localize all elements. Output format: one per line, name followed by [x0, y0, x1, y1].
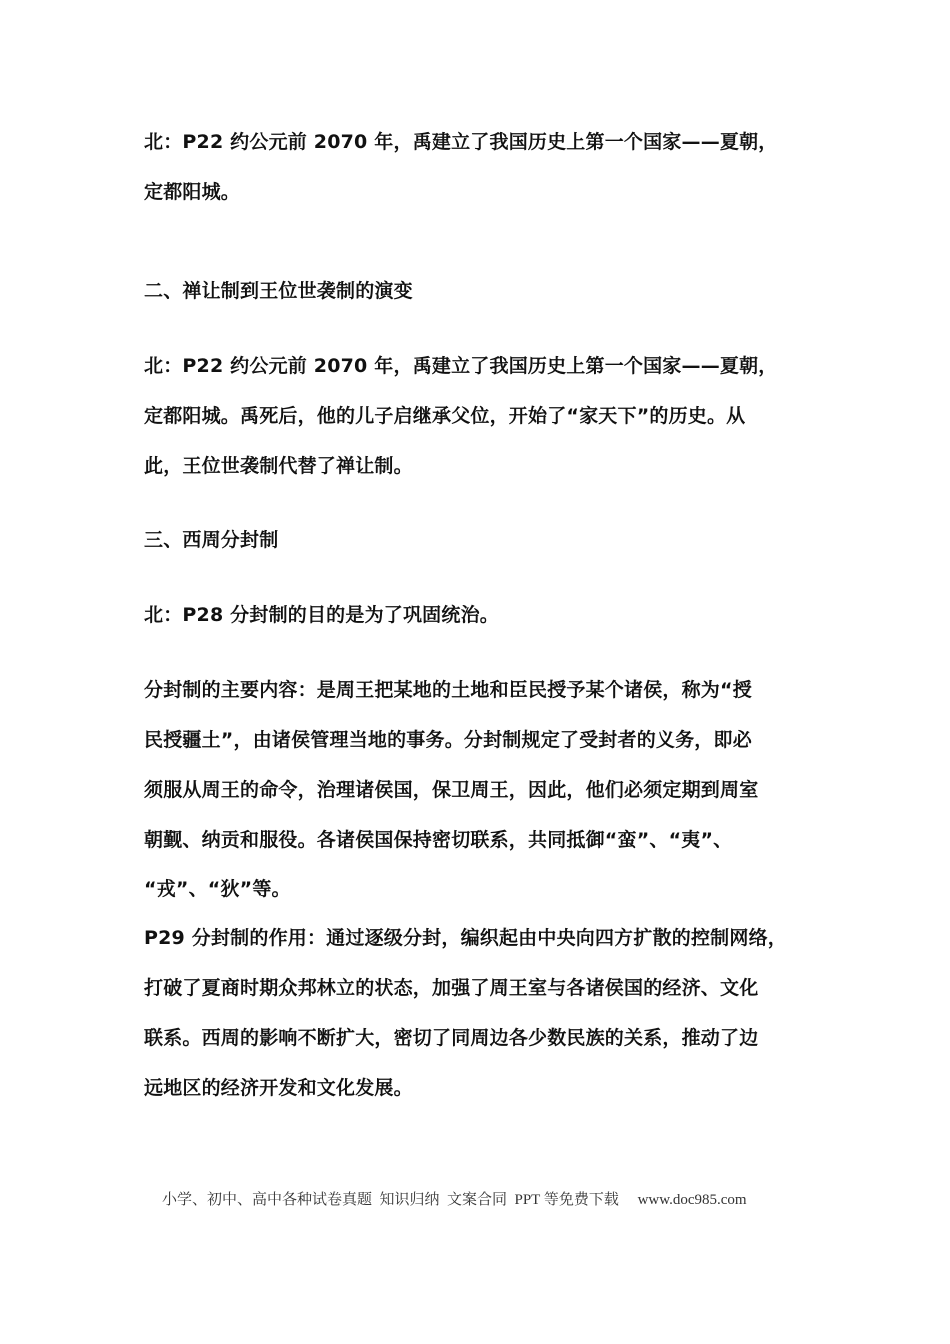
paragraph-line: 须服从周王的命令，治理诸侯国，保卫周王，因此，他们必须定期到周室: [144, 779, 759, 801]
paragraph-line: 定都阳城。禹死后，他的儿子启继承父位，开始了“家天下”的历史。从: [144, 405, 746, 427]
section-heading: 二、禅让制到王位世袭制的演变: [144, 280, 413, 302]
paragraph-line: 打破了夏商时期众邦林立的状态，加强了周王室与各诸侯国的经济、文化: [144, 977, 759, 999]
paragraph-line: 联系。西周的影响不断扩大，密切了同周边各少数民族的关系，推动了边: [144, 1027, 759, 1049]
paragraph-line: 民授疆土”，由诸侯管理当地的事务。分封制规定了受封者的义务，即必: [144, 729, 752, 751]
paragraph-line: 远地区的经济开发和文化发展。: [144, 1077, 413, 1099]
paragraph-line: 此，王位世袭制代替了禅让制。: [144, 455, 413, 477]
paragraph-line: 北：P22 约公元前 2070 年，禹建立了我国历史上第一个国家——夏朝，: [144, 131, 778, 153]
section-heading: 三、西周分封制: [144, 529, 279, 551]
paragraph-line: 定都阳城。: [144, 181, 241, 203]
paragraph-line: P29 分封制的作用：通过逐级分封，编织起由中央向四方扩散的控制网络，: [144, 927, 787, 949]
paragraph-line: 北：P28 分封制的目的是为了巩固统治。: [144, 604, 499, 626]
paragraph-line: “戎”、“狄”等。: [144, 878, 291, 900]
page-footer: 小学、初中、高中各种试卷真题 知识归纳 文案合同 PPT 等免费下载 www.doc985.com: [162, 1192, 747, 1208]
paragraph-line: 分封制的主要内容：是周王把某地的土地和臣民授予某个诸侯，称为“授: [144, 679, 752, 701]
paragraph-line: 北：P22 约公元前 2070 年，禹建立了我国历史上第一个国家——夏朝，: [144, 355, 778, 377]
paragraph-line: 朝觐、纳贡和服役。各诸侯国保持密切联系，共同抵御“蛮”、“夷”、: [144, 829, 733, 851]
